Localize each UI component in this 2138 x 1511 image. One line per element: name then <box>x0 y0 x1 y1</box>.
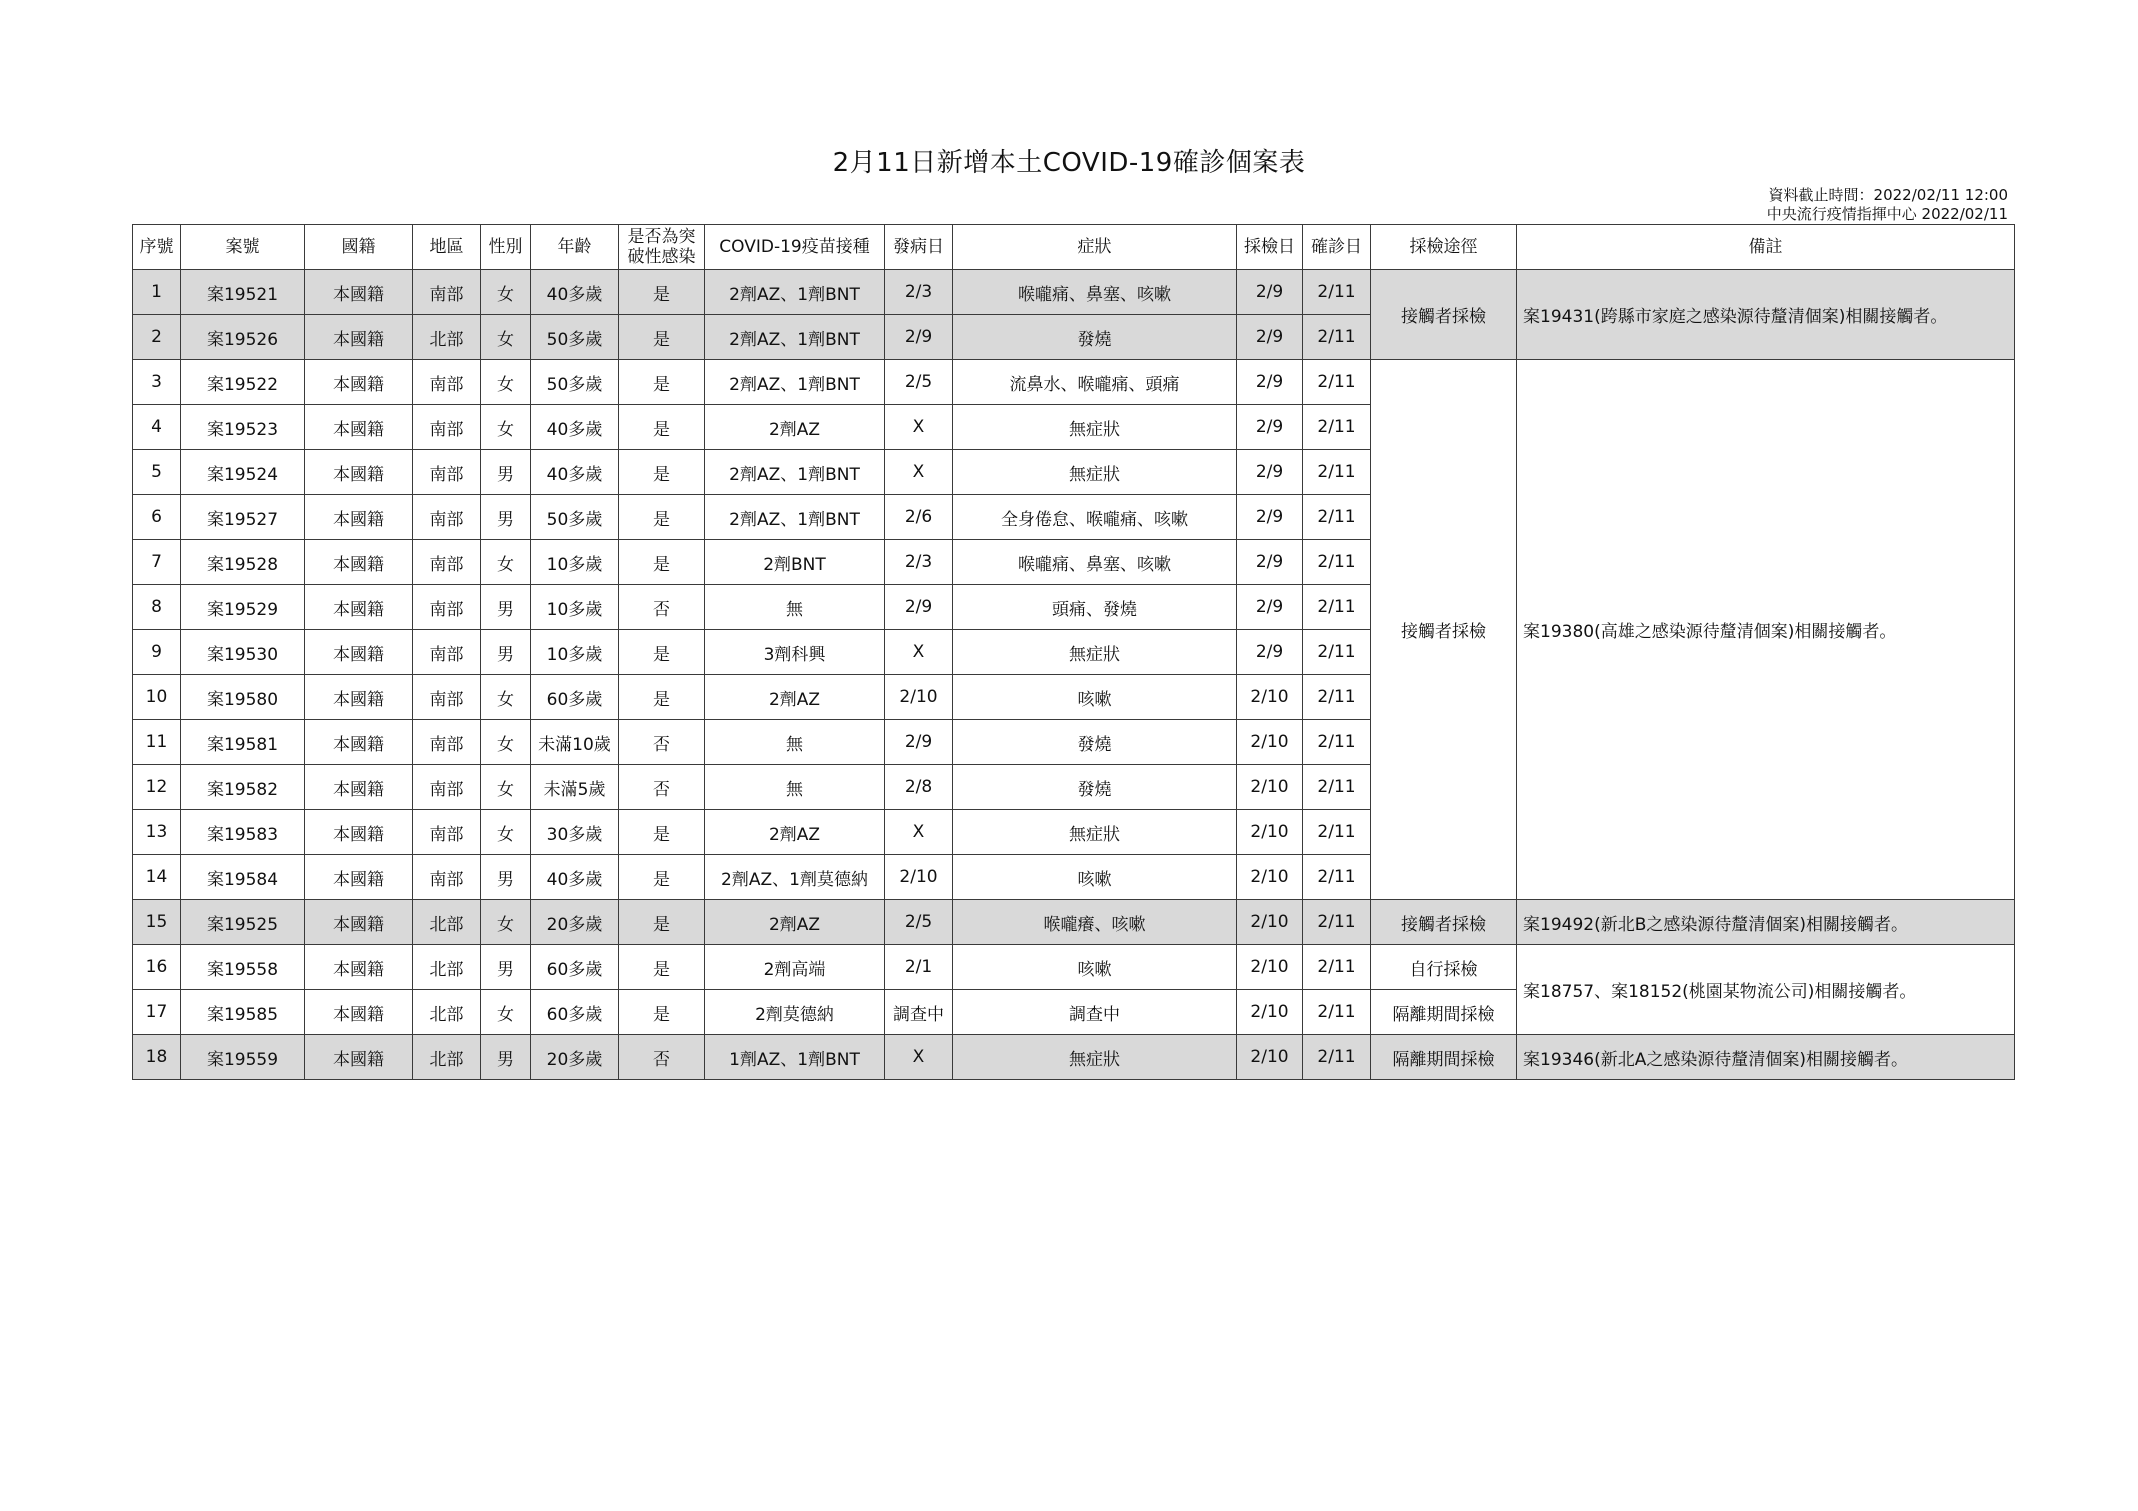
remark: 案19380(高雄之感染源待釐清個案)相關接觸者。 <box>1517 360 2015 900</box>
case-id: 案19558 <box>181 945 305 990</box>
onset-date: 2/1 <box>885 945 953 990</box>
region: 南部 <box>413 765 481 810</box>
case-id: 案19527 <box>181 495 305 540</box>
case-table <box>132 224 2015 1080</box>
onset-date: X <box>885 1035 953 1080</box>
case-id: 案19526 <box>181 315 305 360</box>
row-no: 6 <box>133 495 181 540</box>
region: 南部 <box>413 810 481 855</box>
onset-date: X <box>885 450 953 495</box>
case-id: 案19584 <box>181 855 305 900</box>
nationality: 本國籍 <box>305 675 413 720</box>
age: 60多歲 <box>531 675 619 720</box>
sex: 女 <box>481 315 531 360</box>
header-cell: 是否為突破性感染 <box>619 225 705 270</box>
sex: 男 <box>481 855 531 900</box>
vaccination: 無 <box>705 585 885 630</box>
onset-date: 2/9 <box>885 720 953 765</box>
age: 40多歲 <box>531 855 619 900</box>
age: 10多歲 <box>531 630 619 675</box>
row-no: 7 <box>133 540 181 585</box>
remark: 案19346(新北A之感染源待釐清個案)相關接觸者。 <box>1517 1035 2015 1080</box>
breakthrough: 否 <box>619 720 705 765</box>
symptoms: 調查中 <box>953 990 1237 1035</box>
table-row <box>133 945 2015 990</box>
breakthrough: 是 <box>619 495 705 540</box>
onset-date: X <box>885 405 953 450</box>
age: 60多歲 <box>531 990 619 1035</box>
case-id: 案19583 <box>181 810 305 855</box>
age: 未滿10歲 <box>531 720 619 765</box>
row-no: 11 <box>133 720 181 765</box>
test-date: 2/9 <box>1237 495 1303 540</box>
case-id: 案19522 <box>181 360 305 405</box>
test-date: 2/9 <box>1237 585 1303 630</box>
sex: 男 <box>481 495 531 540</box>
age: 10多歲 <box>531 585 619 630</box>
region: 南部 <box>413 495 481 540</box>
age: 50多歲 <box>531 315 619 360</box>
confirm-date: 2/11 <box>1303 900 1371 945</box>
test-date: 2/9 <box>1237 450 1303 495</box>
nationality: 本國籍 <box>305 315 413 360</box>
confirm-date: 2/11 <box>1303 765 1371 810</box>
row-no: 17 <box>133 990 181 1035</box>
vaccination: 2劑AZ、1劑BNT <box>705 270 885 315</box>
breakthrough: 是 <box>619 900 705 945</box>
test-route: 接觸者採檢 <box>1371 900 1517 945</box>
confirm-date: 2/11 <box>1303 540 1371 585</box>
onset-date: 2/10 <box>885 855 953 900</box>
symptoms: 咳嗽 <box>953 945 1237 990</box>
case-id: 案19524 <box>181 450 305 495</box>
symptoms: 喉嚨痛、鼻塞、咳嗽 <box>953 540 1237 585</box>
row-no: 8 <box>133 585 181 630</box>
test-date: 2/10 <box>1237 945 1303 990</box>
test-route: 隔離期間採檢 <box>1371 990 1517 1035</box>
test-date: 2/9 <box>1237 360 1303 405</box>
onset-date: X <box>885 630 953 675</box>
nationality: 本國籍 <box>305 720 413 765</box>
sex: 女 <box>481 360 531 405</box>
breakthrough: 否 <box>619 1035 705 1080</box>
nationality: 本國籍 <box>305 810 413 855</box>
confirm-date: 2/11 <box>1303 405 1371 450</box>
header-cell: 地區 <box>413 225 481 270</box>
header-row <box>133 225 2015 270</box>
age: 40多歲 <box>531 270 619 315</box>
age: 50多歲 <box>531 495 619 540</box>
region: 北部 <box>413 900 481 945</box>
header-cell: 確診日 <box>1303 225 1371 270</box>
region: 南部 <box>413 450 481 495</box>
region: 北部 <box>413 1035 481 1080</box>
test-date: 2/10 <box>1237 990 1303 1035</box>
sex: 女 <box>481 990 531 1035</box>
nationality: 本國籍 <box>305 855 413 900</box>
sex: 女 <box>481 270 531 315</box>
vaccination: 2劑BNT <box>705 540 885 585</box>
symptoms: 發燒 <box>953 315 1237 360</box>
vaccination: 2劑AZ、1劑莫德納 <box>705 855 885 900</box>
breakthrough: 是 <box>619 945 705 990</box>
confirm-date: 2/11 <box>1303 810 1371 855</box>
case-id: 案19528 <box>181 540 305 585</box>
onset-date: 2/10 <box>885 675 953 720</box>
confirm-date: 2/11 <box>1303 855 1371 900</box>
age: 60多歲 <box>531 945 619 990</box>
table-row <box>133 900 2015 945</box>
onset-date: 2/8 <box>885 765 953 810</box>
row-no: 2 <box>133 315 181 360</box>
breakthrough: 是 <box>619 990 705 1035</box>
test-date: 2/9 <box>1237 315 1303 360</box>
test-date: 2/9 <box>1237 405 1303 450</box>
symptoms: 發燒 <box>953 720 1237 765</box>
region: 南部 <box>413 855 481 900</box>
symptoms: 無症狀 <box>953 1035 1237 1080</box>
onset-date: 2/3 <box>885 270 953 315</box>
confirm-date: 2/11 <box>1303 270 1371 315</box>
breakthrough: 是 <box>619 855 705 900</box>
age: 30多歲 <box>531 810 619 855</box>
symptoms: 咳嗽 <box>953 675 1237 720</box>
vaccination: 1劑AZ、1劑BNT <box>705 1035 885 1080</box>
sex: 女 <box>481 540 531 585</box>
test-date: 2/10 <box>1237 1035 1303 1080</box>
nationality: 本國籍 <box>305 540 413 585</box>
case-id: 案19585 <box>181 990 305 1035</box>
nationality: 本國籍 <box>305 405 413 450</box>
region: 北部 <box>413 945 481 990</box>
vaccination: 無 <box>705 720 885 765</box>
vaccination: 2劑AZ <box>705 900 885 945</box>
vaccination: 2劑高端 <box>705 945 885 990</box>
confirm-date: 2/11 <box>1303 630 1371 675</box>
symptoms: 咳嗽 <box>953 855 1237 900</box>
symptoms: 無症狀 <box>953 450 1237 495</box>
region: 北部 <box>413 315 481 360</box>
symptoms: 喉嚨癢、咳嗽 <box>953 900 1237 945</box>
row-no: 13 <box>133 810 181 855</box>
onset-date: X <box>885 810 953 855</box>
nationality: 本國籍 <box>305 270 413 315</box>
nationality: 本國籍 <box>305 450 413 495</box>
test-route: 接觸者採檢 <box>1371 270 1517 360</box>
age: 20多歲 <box>531 1035 619 1080</box>
test-date: 2/9 <box>1237 540 1303 585</box>
region: 南部 <box>413 270 481 315</box>
nationality: 本國籍 <box>305 990 413 1035</box>
confirm-date: 2/11 <box>1303 585 1371 630</box>
vaccination: 2劑AZ、1劑BNT <box>705 495 885 540</box>
symptoms: 喉嚨痛、鼻塞、咳嗽 <box>953 270 1237 315</box>
age: 50多歲 <box>531 360 619 405</box>
confirm-date: 2/11 <box>1303 1035 1371 1080</box>
breakthrough: 是 <box>619 270 705 315</box>
confirm-date: 2/11 <box>1303 360 1371 405</box>
header-cell: 採檢日 <box>1237 225 1303 270</box>
header-cell: 序號 <box>133 225 181 270</box>
confirm-date: 2/11 <box>1303 945 1371 990</box>
nationality: 本國籍 <box>305 360 413 405</box>
onset-date: 2/3 <box>885 540 953 585</box>
confirm-date: 2/11 <box>1303 315 1371 360</box>
page-title: 2月11日新增本土COVID-19確診個案表 <box>832 148 1306 178</box>
region: 南部 <box>413 675 481 720</box>
symptoms: 發燒 <box>953 765 1237 810</box>
vaccination: 2劑AZ、1劑BNT <box>705 315 885 360</box>
onset-date: 2/6 <box>885 495 953 540</box>
vaccination: 2劑AZ <box>705 675 885 720</box>
breakthrough: 否 <box>619 585 705 630</box>
onset-date: 2/9 <box>885 315 953 360</box>
confirm-date: 2/11 <box>1303 990 1371 1035</box>
row-no: 1 <box>133 270 181 315</box>
test-route: 接觸者採檢 <box>1371 360 1517 900</box>
onset-date: 2/5 <box>885 360 953 405</box>
breakthrough: 是 <box>619 540 705 585</box>
case-id: 案19530 <box>181 630 305 675</box>
sex: 男 <box>481 1035 531 1080</box>
header-cell: 備註 <box>1517 225 2015 270</box>
header-cell: COVID-19疫苗接種 <box>705 225 885 270</box>
breakthrough: 是 <box>619 405 705 450</box>
age: 10多歲 <box>531 540 619 585</box>
test-date: 2/9 <box>1237 630 1303 675</box>
breakthrough: 是 <box>619 675 705 720</box>
remark: 案19431(跨縣市家庭之感染源待釐清個案)相關接觸者。 <box>1517 270 2015 360</box>
vaccination: 2劑AZ <box>705 405 885 450</box>
nationality: 本國籍 <box>305 630 413 675</box>
region: 北部 <box>413 990 481 1035</box>
case-id: 案19525 <box>181 900 305 945</box>
nationality: 本國籍 <box>305 765 413 810</box>
header-cell: 症狀 <box>953 225 1237 270</box>
nationality: 本國籍 <box>305 1035 413 1080</box>
confirm-date: 2/11 <box>1303 720 1371 765</box>
table-row <box>133 1035 2015 1080</box>
symptoms: 頭痛、發燒 <box>953 585 1237 630</box>
region: 南部 <box>413 540 481 585</box>
vaccination: 無 <box>705 765 885 810</box>
confirm-date: 2/11 <box>1303 450 1371 495</box>
remark: 案18757、案18152(桃園某物流公司)相關接觸者。 <box>1517 945 2015 1035</box>
header-cell: 採檢途徑 <box>1371 225 1517 270</box>
case-id: 案19580 <box>181 675 305 720</box>
breakthrough: 否 <box>619 765 705 810</box>
symptoms: 全身倦怠、喉嚨痛、咳嗽 <box>953 495 1237 540</box>
remark: 案19492(新北B之感染源待釐清個案)相關接觸者。 <box>1517 900 2015 945</box>
header-cell: 年齡 <box>531 225 619 270</box>
test-date: 2/9 <box>1237 270 1303 315</box>
sex: 男 <box>481 450 531 495</box>
row-no: 14 <box>133 855 181 900</box>
symptoms: 無症狀 <box>953 630 1237 675</box>
breakthrough: 是 <box>619 315 705 360</box>
row-no: 16 <box>133 945 181 990</box>
table-row <box>133 360 2015 405</box>
vaccination: 2劑AZ <box>705 810 885 855</box>
breakthrough: 是 <box>619 630 705 675</box>
vaccination: 2劑AZ、1劑BNT <box>705 360 885 405</box>
row-no: 3 <box>133 360 181 405</box>
nationality: 本國籍 <box>305 585 413 630</box>
row-no: 5 <box>133 450 181 495</box>
symptoms: 無症狀 <box>953 405 1237 450</box>
row-no: 4 <box>133 405 181 450</box>
breakthrough: 是 <box>619 360 705 405</box>
header-cell: 國籍 <box>305 225 413 270</box>
age: 40多歲 <box>531 405 619 450</box>
sex: 女 <box>481 405 531 450</box>
nationality: 本國籍 <box>305 900 413 945</box>
region: 南部 <box>413 405 481 450</box>
breakthrough: 是 <box>619 810 705 855</box>
case-id: 案19521 <box>181 270 305 315</box>
symptoms: 無症狀 <box>953 810 1237 855</box>
nationality: 本國籍 <box>305 945 413 990</box>
sex: 女 <box>481 900 531 945</box>
confirm-date: 2/11 <box>1303 495 1371 540</box>
region: 南部 <box>413 585 481 630</box>
test-date: 2/10 <box>1237 675 1303 720</box>
nationality: 本國籍 <box>305 495 413 540</box>
row-no: 18 <box>133 1035 181 1080</box>
case-id: 案19582 <box>181 765 305 810</box>
onset-date: 調查中 <box>885 990 953 1035</box>
vaccination: 2劑AZ、1劑BNT <box>705 450 885 495</box>
sex: 男 <box>481 585 531 630</box>
case-id: 案19581 <box>181 720 305 765</box>
age: 未滿5歲 <box>531 765 619 810</box>
region: 南部 <box>413 630 481 675</box>
cutoff-time: 資料截止時間：2022/02/11 12:00 <box>1768 186 2008 204</box>
region: 南部 <box>413 360 481 405</box>
sex: 女 <box>481 810 531 855</box>
row-no: 12 <box>133 765 181 810</box>
sex: 男 <box>481 630 531 675</box>
test-date: 2/10 <box>1237 810 1303 855</box>
case-id: 案19559 <box>181 1035 305 1080</box>
header-cell: 案號 <box>181 225 305 270</box>
sex: 女 <box>481 720 531 765</box>
age: 20多歲 <box>531 900 619 945</box>
test-route: 隔離期間採檢 <box>1371 1035 1517 1080</box>
symptoms: 流鼻水、喉嚨痛、頭痛 <box>953 360 1237 405</box>
test-date: 2/10 <box>1237 855 1303 900</box>
sex: 女 <box>481 765 531 810</box>
source-line: 中央流行疫情指揮中心 2022/02/11 <box>1766 205 2008 223</box>
sex: 男 <box>481 945 531 990</box>
confirm-date: 2/11 <box>1303 675 1371 720</box>
sex: 女 <box>481 675 531 720</box>
onset-date: 2/9 <box>885 585 953 630</box>
case-id: 案19529 <box>181 585 305 630</box>
test-date: 2/10 <box>1237 720 1303 765</box>
region: 南部 <box>413 720 481 765</box>
header-cell: 性別 <box>481 225 531 270</box>
report-meta <box>1767 186 2008 224</box>
vaccination: 3劑科興 <box>705 630 885 675</box>
breakthrough: 是 <box>619 450 705 495</box>
onset-date: 2/5 <box>885 900 953 945</box>
case-id: 案19523 <box>181 405 305 450</box>
table-row <box>133 270 2015 315</box>
age: 40多歲 <box>531 450 619 495</box>
row-no: 15 <box>133 900 181 945</box>
row-no: 9 <box>133 630 181 675</box>
row-no: 10 <box>133 675 181 720</box>
test-date: 2/10 <box>1237 765 1303 810</box>
header-cell: 發病日 <box>885 225 953 270</box>
vaccination: 2劑莫德納 <box>705 990 885 1035</box>
test-route: 自行採檢 <box>1371 945 1517 990</box>
test-date: 2/10 <box>1237 900 1303 945</box>
